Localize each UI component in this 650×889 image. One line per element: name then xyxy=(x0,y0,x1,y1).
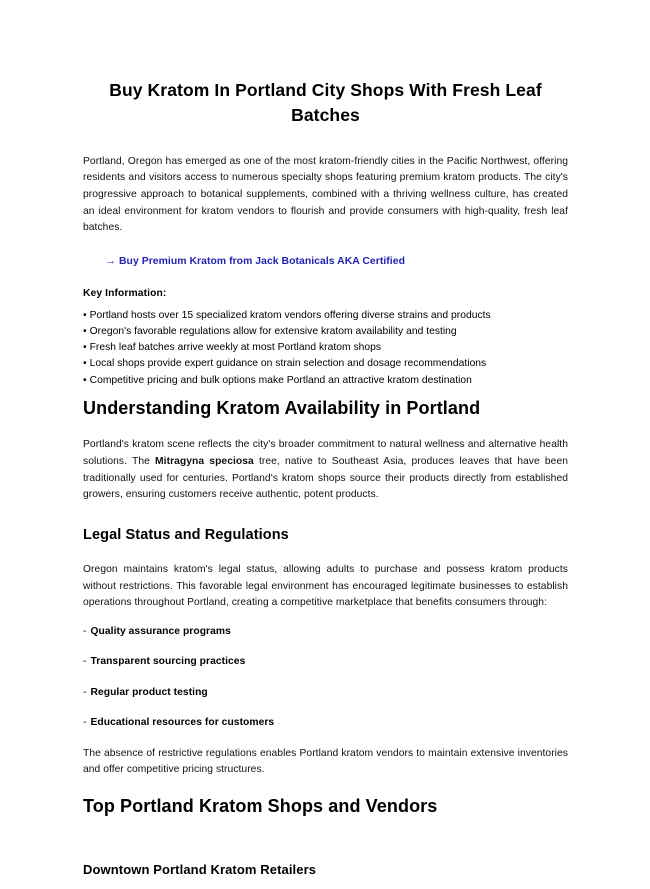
list-item xyxy=(83,340,568,356)
document-content xyxy=(83,78,568,889)
intro-paragraph: Portland, Oregon has emerged as one of the most kratom-friendly cities in the Pacific Northwest, offering residents and visitors access to numerous specialty shops featuring premium kratom products. The city's progressive approach to botanical supplements, combined with a thriving wellness culture, has created an ideal environment for kratom vendors to flourish and provide consumers with high-quality, fresh leaf batches. xyxy=(83,155,568,234)
list-item xyxy=(83,324,568,340)
list-item xyxy=(83,685,568,700)
list-item-text: Fresh leaf batches arrive weekly at most Portland kratom shops xyxy=(89,342,382,354)
species-term: Mitragyna speciosa xyxy=(155,456,254,468)
bullet-icon: • xyxy=(83,342,87,354)
buy-premium-kratom-link[interactable]: Buy Premium Kratom from Jack Botanicals AKA Certified xyxy=(119,256,405,268)
bullet-icon: • xyxy=(83,358,87,370)
list-item xyxy=(83,624,568,639)
bullet-icon: • xyxy=(83,309,87,321)
section-heading-legal-status: Legal Status and Regulations xyxy=(83,527,289,544)
list-item-text: Educational resources for customers xyxy=(90,717,275,729)
bullet-icon: • xyxy=(83,325,87,337)
section-heading-availability: Understanding Kratom Availability in Portland xyxy=(83,397,481,418)
paragraph-text-before: Portland's kratom scene reflects the city's broader commitment to natural wellness and alternative health solutions. The xyxy=(83,439,568,468)
availability-paragraph xyxy=(83,437,568,504)
list-item xyxy=(83,308,568,324)
benefits-list xyxy=(83,624,568,731)
list-item xyxy=(83,373,568,389)
dash-icon: - xyxy=(83,686,87,698)
key-information-label: Key Information: xyxy=(83,287,167,299)
paragraph-text-after: tree, native to Southeast Asia, produces leaves that have been traditionally used for centuries. Portland's kratom shops source their products directly from established growers, ensuring customers receive authentic, potent products. xyxy=(83,456,569,501)
list-item-text: Regular product testing xyxy=(90,686,208,698)
list-item-text: Competitive pricing and bulk options make Portland an attractive kratom destination xyxy=(89,374,472,386)
list-item-text: Oregon's favorable regulations allow for extensive kratom availability and testing xyxy=(89,325,457,337)
arrow-right-icon: → xyxy=(105,255,116,268)
page-title: Buy Kratom In Portland City Shops With Fresh Leaf Batches xyxy=(109,80,542,125)
list-item-text: Local shops provide expert guidance on strain selection and dosage recommendations xyxy=(89,358,487,370)
list-item xyxy=(83,715,568,730)
bullet-icon: • xyxy=(83,374,87,386)
cta-link-row xyxy=(83,253,568,270)
legal-closing-paragraph: The absence of restrictive regulations enables Portland kratom vendors to maintain extensive inventories and offer competitive pricing structures. xyxy=(83,747,568,776)
legal-status-paragraph: Oregon maintains kratom's legal status, allowing adults to purchase and possess kratom products without restrictions. This favorable legal environment has encouraged legitimate businesses to establish operations throughout Portland, creating a competitive marketplace that benefits consumers through: xyxy=(83,563,568,609)
list-item-text: Quality assurance programs xyxy=(90,625,231,637)
section-heading-top-shops: Top Portland Kratom Shops and Vendors xyxy=(83,796,438,817)
subsection-heading-downtown: Downtown Portland Kratom Retailers xyxy=(83,862,317,878)
list-item-text: Portland hosts over 15 specialized kratom vendors offering diverse strains and products xyxy=(89,309,491,321)
list-item xyxy=(83,654,568,669)
key-information-list xyxy=(83,308,568,389)
list-item-text: Transparent sourcing practices xyxy=(90,656,246,668)
dash-icon: - xyxy=(83,656,87,668)
dash-icon: - xyxy=(83,717,87,729)
dash-icon: - xyxy=(83,625,87,637)
list-item xyxy=(83,356,568,372)
